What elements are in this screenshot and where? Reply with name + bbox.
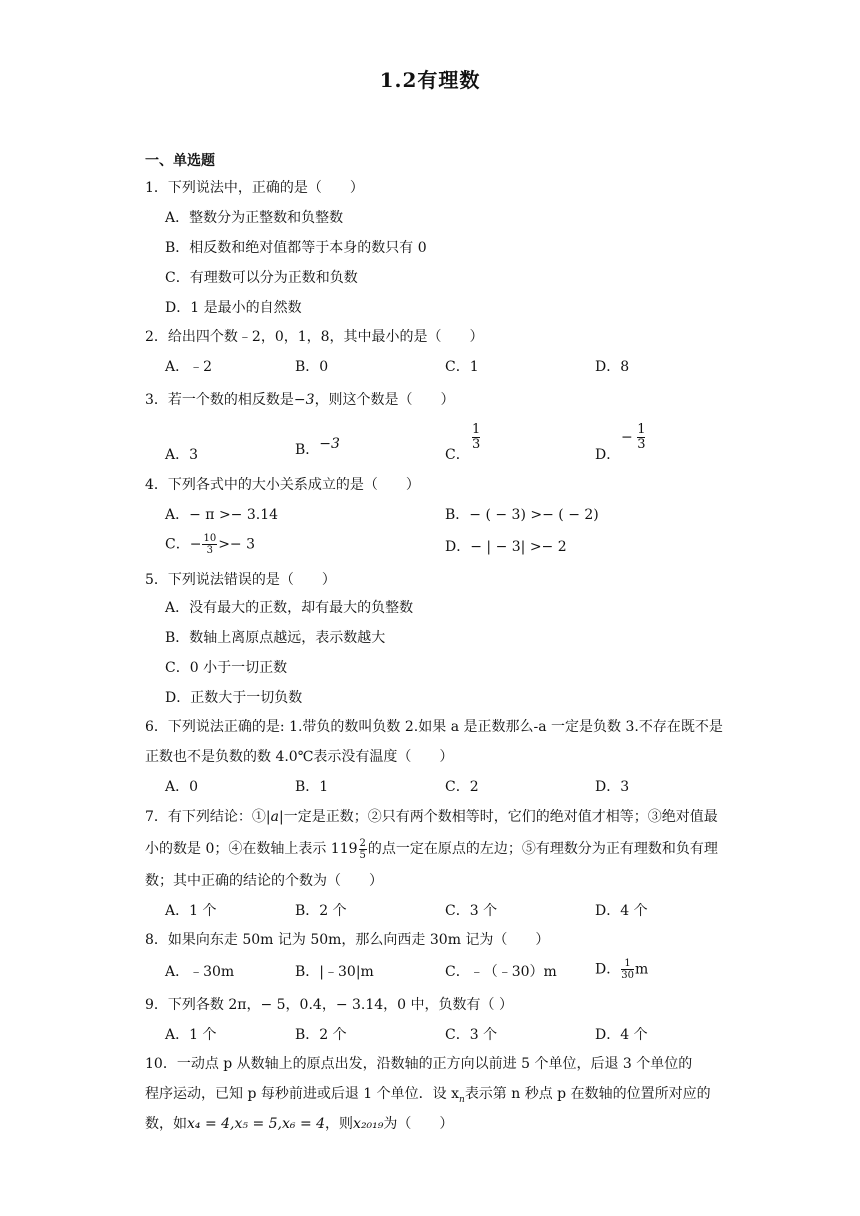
q3-option-b [295,436,340,460]
fraction-denominator: 3 [206,545,213,556]
question-2-stem: 2．给出四个数﹣2，0，1，8，其中最小的是（ ） [145,329,484,345]
q3-option-c-label: C． [445,447,470,463]
q3-stem-value: −3 [293,392,315,408]
q8-option-d-unit: m [634,961,649,978]
q8-option-d-label: D． [595,961,621,978]
q3-option-a: A．3 [165,447,199,463]
q7-option-a: A．1 个 [165,903,217,919]
q5-option-a: A．没有最大的正数，却有最大的负整数 [165,600,414,616]
q1-option-d: D．1 是最小的自然数 [165,300,302,316]
q9-option-d: D．4 个 [595,1027,648,1043]
question-6-stem: 6．下列说法正确的是: 1.带负的数叫负数 2.如果 a 是正数那么-a 一定是负数 3.不存在既不是正数也不是负数的数 4.0℃表示没有温度（ ） [145,719,723,765]
q6-option-d: D．3 [595,779,630,795]
q6-option-a: A．0 [165,779,199,795]
q8-option-b: B．|﹣30|m [295,964,374,980]
question-1-stem: 1．下列说法中，正确的是（ ） [145,180,364,196]
q1-option-c: C．有理数可以分为正数和负数 [165,270,358,286]
q4-option-d: D．− | − 3| >− 2 [445,539,567,555]
q10-line-3-start: 数，如 [145,1116,187,1132]
q4-option-c [165,533,255,556]
q7-part-2: 一定是正数；②只有两个数相等时，它们的绝对值才相等；③绝对值最小的数是 0；④在数轴上表示 119 [145,809,718,857]
page-title: 1.2有理数 [379,68,481,92]
q9-option-a: A．1 个 [165,1027,217,1043]
fraction-numerator: 1 [472,422,481,437]
q2-option-c: C．1 [445,359,479,375]
question-5-stem: 5．下列说法错误的是（ ） [145,572,336,588]
question-3-stem [145,385,725,415]
q7-abs-a: |a| [265,809,284,825]
q3-option-c-fraction [472,423,480,454]
fraction-numerator: 1 [621,958,634,970]
minus-sign: − [621,429,633,446]
q6-option-c: C．2 [445,779,479,795]
question-8-stem: 8．如果向东走 50m 记为 50m，那么向西走 30m 记为（ ） [145,932,550,948]
q1-option-b: B．相反数和绝对值都等于本身的数只有 0 [165,240,427,256]
q8-option-c: C．﹣（﹣30）m [445,964,557,980]
q8-option-d [595,958,648,981]
q7-option-b: B．2 个 [295,903,347,919]
q2-option-d: D．8 [595,359,630,375]
q7-part-3: 的点一定在原点的左边；⑤有理数分为正有理数和负有理数；其中正确的结论的个数为（ ） [145,841,718,889]
question-4-stem: 4．下列各式中的大小关系成立的是（ ） [145,477,420,493]
q9-option-b: B．2 个 [295,1027,347,1043]
q5-option-c: C．0 小于一切正数 [165,660,288,676]
q4-option-b: B．− ( − 3) >− ( − 2) [445,507,599,523]
q10-line-2-start: 程序运动，已知 p 每秒前进或后退 1 个单位．设 x [145,1086,460,1102]
q4-option-c-tail: >− 3 [218,536,256,553]
q5-option-b: B．数轴上离原点越远，表示数越大 [165,630,386,646]
q8-option-a: A．﹣30m [165,964,235,980]
q7-part-1: 7．有下列结论：① [145,809,266,825]
q3-stem-end: ，则这个数是（ ） [314,392,455,408]
fraction-denominator: 5 [359,849,366,861]
q7-option-c: C．3 个 [445,903,498,919]
q1-option-a: A．整数分为正整数和负整数 [165,210,344,226]
q10-x2019: x₂₀₁₉ [353,1116,384,1132]
question-9-stem: 9．下列各数 2π，− 5，0.4̇，− 3.14，0 中，负数有（ ） [145,997,513,1013]
fraction-denominator: 3 [637,437,646,452]
q5-option-d: D．正数大于一切负数 [165,690,303,706]
q10-subscript-n: n [459,1094,465,1105]
question-10-line-1: 10．一动点 p 从数轴上的原点出发，沿数轴的正方向以前进 5 个单位，后退 3 个单位的 [145,1056,693,1072]
q10-equation: x₄ = 4,x₅ = 5,x₆ = 4 [187,1116,326,1132]
q3-stem-start: 3．若一个数的相反数是 [145,392,294,408]
q10-line-3-mid: ，则 [325,1116,354,1132]
q2-option-a: A．﹣2 [165,359,213,375]
q2-option-b: B．0 [295,359,329,375]
question-7-stem [145,801,725,897]
question-10-line-3 [145,1109,725,1139]
q10-line-2-end: 表示第 n 秒点 p 在数轴的位置所对应的 [464,1086,711,1102]
fraction-denominator: 3 [472,437,481,452]
q10-line-3-end: 为（ ） [383,1116,454,1132]
section-heading: 一、单选题 [145,153,215,169]
fraction-denominator: 30 [621,970,634,981]
q9-option-c: C．3 个 [445,1027,498,1043]
fraction-numerator: 2 [359,837,366,849]
q4-option-c-label: C．− [165,536,202,553]
q4-option-a: A．− π >− 3.14 [165,507,279,523]
q3-option-d-label: D． [595,447,621,463]
q3-option-b-value: −3 [319,436,340,452]
q3-option-d-fraction [621,423,645,452]
fraction-numerator: 1 [637,422,646,437]
q7-option-d: D．4 个 [595,903,648,919]
q3-option-b-label: B． [295,442,320,458]
fraction-numerator: 10 [203,533,217,544]
q6-option-b: B．1 [295,779,329,795]
